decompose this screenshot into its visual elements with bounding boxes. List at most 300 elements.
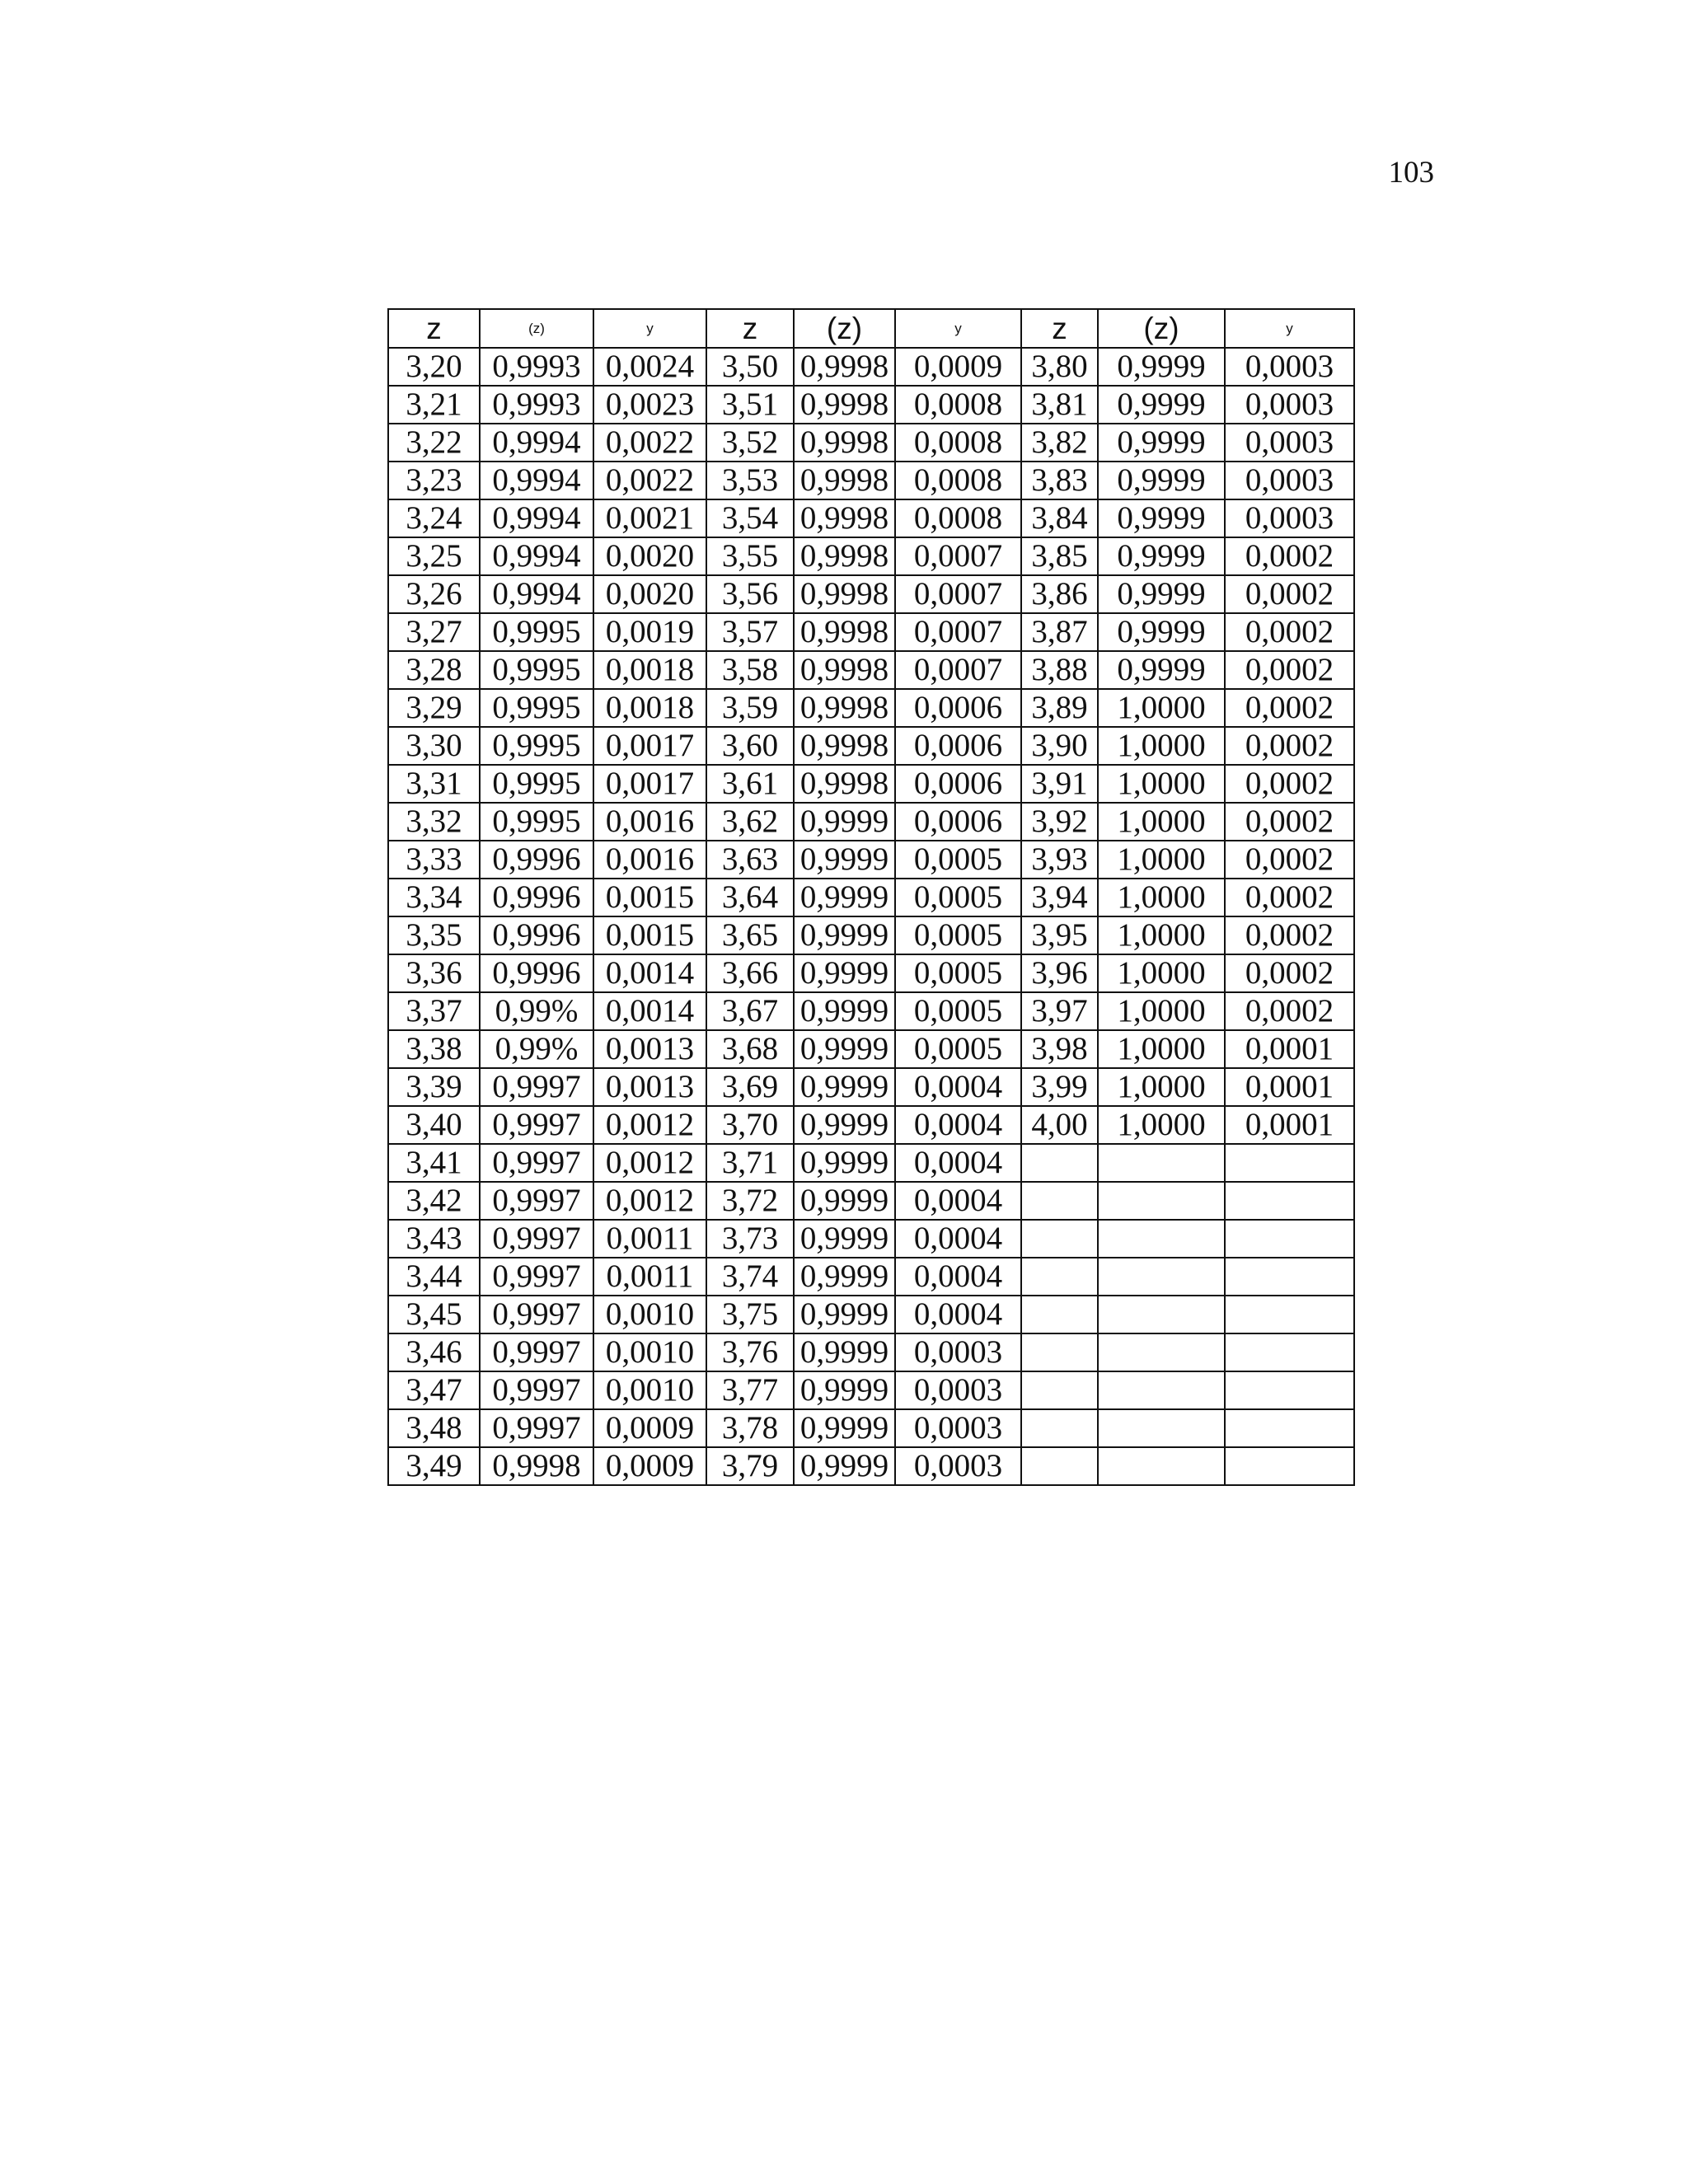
cell-phi-3: 0,9999: [1098, 386, 1225, 424]
cell-z-2: 3,60: [706, 727, 794, 765]
cell-phi-1: 0,99%: [480, 992, 593, 1030]
table-row: [388, 1144, 1354, 1182]
table-row: [388, 1220, 1354, 1258]
cell-y-1: 0,0017: [593, 727, 706, 765]
cell-phi-1: 0,9997: [480, 1296, 593, 1333]
cell-y-3: 0,0003: [1225, 386, 1354, 424]
cell-z-2: 3,54: [706, 499, 794, 537]
cell-y-1: 0,0018: [593, 689, 706, 727]
cell-y-1: 0,0014: [593, 954, 706, 992]
cell-z-1: 3,27: [388, 613, 480, 651]
cell-z-3: [1021, 1220, 1098, 1258]
table-row: [388, 689, 1354, 727]
cell-z-3: 3,87: [1021, 613, 1098, 651]
cell-y-3: 0,0002: [1225, 537, 1354, 575]
cell-z-2: 3,51: [706, 386, 794, 424]
cell-phi-3: [1098, 1258, 1225, 1296]
cell-z-1: 3,34: [388, 879, 480, 916]
cell-y-3: 0,0001: [1225, 1068, 1354, 1106]
cell-y-3: 0,0001: [1225, 1106, 1354, 1144]
cell-y-3: [1225, 1182, 1354, 1220]
cell-phi-3: 1,0000: [1098, 992, 1225, 1030]
cell-z-1: 3,46: [388, 1333, 480, 1371]
cell-phi-1: 0,9997: [480, 1258, 593, 1296]
cell-z-2: 3,69: [706, 1068, 794, 1106]
table-row: [388, 1409, 1354, 1447]
cell-z-3: 3,88: [1021, 651, 1098, 689]
cell-phi-2: 0,9999: [794, 916, 895, 954]
cell-phi-3: 1,0000: [1098, 954, 1225, 992]
cell-phi-3: 0,9999: [1098, 537, 1225, 575]
cell-y-1: 0,0022: [593, 424, 706, 462]
cell-phi-2: 0,9999: [794, 1409, 895, 1447]
table-row: [388, 651, 1354, 689]
cell-z-1: 3,21: [388, 386, 480, 424]
cell-y-3: [1225, 1371, 1354, 1409]
cell-y-2: 0,0003: [895, 1371, 1021, 1409]
cell-y-2: 0,0006: [895, 689, 1021, 727]
cell-y-2: 0,0003: [895, 1333, 1021, 1371]
cell-y-3: 0,0001: [1225, 1030, 1354, 1068]
cell-phi-2: 0,9998: [794, 613, 895, 651]
cell-z-2: 3,56: [706, 575, 794, 613]
cell-phi-2: 0,9998: [794, 575, 895, 613]
cell-phi-1: 0,9996: [480, 954, 593, 992]
cell-z-3: 3,85: [1021, 537, 1098, 575]
table-row: [388, 499, 1354, 537]
cell-phi-3: 1,0000: [1098, 879, 1225, 916]
header-row: [388, 309, 1354, 348]
header-z-2: z: [706, 309, 794, 348]
cell-y-1: 0,0016: [593, 841, 706, 879]
cell-z-3: 3,99: [1021, 1068, 1098, 1106]
cell-z-2: 3,61: [706, 765, 794, 803]
cell-y-1: 0,0017: [593, 765, 706, 803]
cell-y-1: 0,0024: [593, 348, 706, 386]
cell-y-1: 0,0018: [593, 651, 706, 689]
cell-y-2: 0,0004: [895, 1144, 1021, 1182]
cell-y-3: [1225, 1447, 1354, 1485]
table-body: [388, 309, 1354, 1485]
cell-phi-1: 0,9995: [480, 689, 593, 727]
cell-y-2: 0,0004: [895, 1182, 1021, 1220]
cell-z-3: [1021, 1182, 1098, 1220]
cell-y-2: 0,0004: [895, 1296, 1021, 1333]
table-row: [388, 348, 1354, 386]
cell-y-3: [1225, 1296, 1354, 1333]
cell-z-3: 3,80: [1021, 348, 1098, 386]
table-row: [388, 386, 1354, 424]
cell-phi-3: [1098, 1371, 1225, 1409]
cell-z-3: [1021, 1333, 1098, 1371]
page-number: 103: [1388, 156, 1434, 190]
table-row: [388, 424, 1354, 462]
cell-z-1: 3,33: [388, 841, 480, 879]
cell-phi-2: 0,9998: [794, 689, 895, 727]
cell-z-3: 3,92: [1021, 803, 1098, 841]
cell-y-2: 0,0006: [895, 727, 1021, 765]
cell-y-2: 0,0005: [895, 879, 1021, 916]
cell-z-1: 3,49: [388, 1447, 480, 1485]
cell-phi-2: 0,9998: [794, 765, 895, 803]
table-row: [388, 462, 1354, 499]
cell-z-1: 3,22: [388, 424, 480, 462]
cell-y-2: 0,0006: [895, 803, 1021, 841]
header-y-3: y: [1225, 309, 1354, 348]
cell-y-1: 0,0012: [593, 1182, 706, 1220]
cell-z-2: 3,78: [706, 1409, 794, 1447]
table-row: [388, 1296, 1354, 1333]
cell-phi-2: 0,9999: [794, 1030, 895, 1068]
cell-z-2: 3,63: [706, 841, 794, 879]
cell-z-3: 3,97: [1021, 992, 1098, 1030]
cell-z-1: 3,39: [388, 1068, 480, 1106]
cell-phi-2: 0,9999: [794, 1220, 895, 1258]
cell-phi-2: 0,9999: [794, 1106, 895, 1144]
cell-y-2: 0,0007: [895, 575, 1021, 613]
cell-y-3: 0,0002: [1225, 954, 1354, 992]
cell-y-1: 0,0011: [593, 1258, 706, 1296]
cell-z-1: 3,48: [388, 1409, 480, 1447]
cell-phi-2: 0,9998: [794, 424, 895, 462]
cell-phi-1: 0,99%: [480, 1030, 593, 1068]
cell-y-3: [1225, 1409, 1354, 1447]
cell-z-1: 3,30: [388, 727, 480, 765]
cell-z-2: 3,55: [706, 537, 794, 575]
cell-z-3: [1021, 1409, 1098, 1447]
cell-y-3: 0,0003: [1225, 424, 1354, 462]
cell-y-1: 0,0012: [593, 1106, 706, 1144]
cell-y-2: 0,0004: [895, 1220, 1021, 1258]
cell-z-2: 3,71: [706, 1144, 794, 1182]
table-row: [388, 1106, 1354, 1144]
cell-y-1: 0,0020: [593, 575, 706, 613]
cell-y-1: 0,0013: [593, 1068, 706, 1106]
cell-z-1: 3,25: [388, 537, 480, 575]
cell-phi-2: 0,9999: [794, 1258, 895, 1296]
cell-y-3: [1225, 1144, 1354, 1182]
table-row: [388, 765, 1354, 803]
cell-phi-3: 0,9999: [1098, 499, 1225, 537]
cell-phi-3: [1098, 1220, 1225, 1258]
cell-z-1: 3,42: [388, 1182, 480, 1220]
cell-y-1: 0,0009: [593, 1447, 706, 1485]
cell-phi-2: 0,9999: [794, 841, 895, 879]
cell-y-2: 0,0006: [895, 765, 1021, 803]
cell-phi-1: 0,9993: [480, 386, 593, 424]
cell-y-1: 0,0016: [593, 803, 706, 841]
cell-y-2: 0,0008: [895, 462, 1021, 499]
cell-y-2: 0,0003: [895, 1409, 1021, 1447]
table-row: [388, 537, 1354, 575]
cell-y-2: 0,0004: [895, 1106, 1021, 1144]
cell-z-1: 3,44: [388, 1258, 480, 1296]
cell-z-3: 3,83: [1021, 462, 1098, 499]
cell-y-3: 0,0002: [1225, 651, 1354, 689]
cell-y-1: 0,0023: [593, 386, 706, 424]
cell-z-1: 3,41: [388, 1144, 480, 1182]
cell-phi-1: 0,9994: [480, 424, 593, 462]
cell-phi-3: [1098, 1409, 1225, 1447]
cell-phi-2: 0,9999: [794, 1371, 895, 1409]
cell-phi-3: [1098, 1333, 1225, 1371]
cell-z-1: 3,47: [388, 1371, 480, 1409]
cell-z-2: 3,75: [706, 1296, 794, 1333]
cell-phi-2: 0,9998: [794, 537, 895, 575]
table-row: [388, 992, 1354, 1030]
cell-y-2: 0,0008: [895, 499, 1021, 537]
header-phi-3: (z): [1098, 309, 1225, 348]
cell-phi-3: 0,9999: [1098, 348, 1225, 386]
cell-y-1: 0,0012: [593, 1144, 706, 1182]
cell-z-2: 3,58: [706, 651, 794, 689]
cell-y-2: 0,0005: [895, 992, 1021, 1030]
cell-phi-1: 0,9996: [480, 879, 593, 916]
cell-y-1: 0,0014: [593, 992, 706, 1030]
header-z-3: z: [1021, 309, 1098, 348]
cell-phi-3: 0,9999: [1098, 462, 1225, 499]
cell-phi-1: 0,9997: [480, 1182, 593, 1220]
cell-z-3: 3,95: [1021, 916, 1098, 954]
cell-phi-1: 0,9995: [480, 613, 593, 651]
table-row: [388, 1333, 1354, 1371]
cell-z-3: 3,89: [1021, 689, 1098, 727]
cell-y-3: [1225, 1333, 1354, 1371]
cell-z-1: 3,26: [388, 575, 480, 613]
cell-z-2: 3,62: [706, 803, 794, 841]
cell-y-3: 0,0002: [1225, 689, 1354, 727]
cell-phi-2: 0,9998: [794, 651, 895, 689]
cell-phi-2: 0,9999: [794, 1068, 895, 1106]
cell-y-2: 0,0005: [895, 1030, 1021, 1068]
cell-phi-2: 0,9999: [794, 879, 895, 916]
cell-z-2: 3,67: [706, 992, 794, 1030]
table-row: [388, 1182, 1354, 1220]
cell-z-1: 3,32: [388, 803, 480, 841]
cell-y-3: 0,0002: [1225, 803, 1354, 841]
cell-phi-3: 1,0000: [1098, 916, 1225, 954]
cell-phi-3: 0,9999: [1098, 575, 1225, 613]
cell-y-1: 0,0010: [593, 1296, 706, 1333]
cell-z-1: 3,24: [388, 499, 480, 537]
cell-y-1: 0,0015: [593, 879, 706, 916]
cell-phi-2: 0,9998: [794, 499, 895, 537]
cell-phi-2: 0,9999: [794, 1333, 895, 1371]
cell-z-2: 3,74: [706, 1258, 794, 1296]
cell-z-3: 3,84: [1021, 499, 1098, 537]
cell-z-1: 3,40: [388, 1106, 480, 1144]
cell-z-2: 3,73: [706, 1220, 794, 1258]
cell-z-2: 3,66: [706, 954, 794, 992]
cell-z-2: 3,53: [706, 462, 794, 499]
cell-y-1: 0,0013: [593, 1030, 706, 1068]
cell-phi-2: 0,9998: [794, 462, 895, 499]
cell-y-3: 0,0002: [1225, 613, 1354, 651]
cell-y-3: 0,0002: [1225, 916, 1354, 954]
cell-phi-1: 0,9997: [480, 1106, 593, 1144]
cell-z-1: 3,43: [388, 1220, 480, 1258]
cell-phi-3: 1,0000: [1098, 765, 1225, 803]
cell-phi-2: 0,9999: [794, 992, 895, 1030]
cell-y-1: 0,0010: [593, 1333, 706, 1371]
cell-z-1: 3,31: [388, 765, 480, 803]
cell-z-1: 3,23: [388, 462, 480, 499]
cell-y-3: 0,0003: [1225, 348, 1354, 386]
cell-z-3: 3,82: [1021, 424, 1098, 462]
cell-phi-2: 0,9998: [794, 348, 895, 386]
header-phi-1: (z): [480, 309, 593, 348]
cell-y-2: 0,0007: [895, 651, 1021, 689]
table-row: [388, 1371, 1354, 1409]
cell-z-1: 3,36: [388, 954, 480, 992]
table-row: [388, 1030, 1354, 1068]
cell-y-3: 0,0002: [1225, 727, 1354, 765]
cell-z-3: [1021, 1371, 1098, 1409]
cell-z-1: 3,37: [388, 992, 480, 1030]
cell-z-2: 3,72: [706, 1182, 794, 1220]
cell-phi-3: 0,9999: [1098, 651, 1225, 689]
cell-y-1: 0,0019: [593, 613, 706, 651]
cell-phi-3: 1,0000: [1098, 1030, 1225, 1068]
cell-phi-1: 0,9997: [480, 1068, 593, 1106]
header-y-1: y: [593, 309, 706, 348]
cell-phi-2: 0,9999: [794, 803, 895, 841]
table-row: [388, 916, 1354, 954]
cell-z-1: 3,35: [388, 916, 480, 954]
cell-phi-3: 1,0000: [1098, 803, 1225, 841]
cell-z-2: 3,57: [706, 613, 794, 651]
cell-phi-3: [1098, 1296, 1225, 1333]
cell-y-2: 0,0007: [895, 613, 1021, 651]
cell-z-2: 3,65: [706, 916, 794, 954]
cell-phi-1: 0,9997: [480, 1409, 593, 1447]
cell-y-2: 0,0009: [895, 348, 1021, 386]
cell-y-2: 0,0008: [895, 386, 1021, 424]
cell-phi-1: 0,9993: [480, 348, 593, 386]
cell-z-2: 3,76: [706, 1333, 794, 1371]
cell-y-2: 0,0005: [895, 954, 1021, 992]
table-row: [388, 841, 1354, 879]
table-row: [388, 613, 1354, 651]
cell-phi-1: 0,9997: [480, 1333, 593, 1371]
cell-phi-3: 1,0000: [1098, 1106, 1225, 1144]
table-row: [388, 1068, 1354, 1106]
cell-phi-3: [1098, 1144, 1225, 1182]
cell-z-3: [1021, 1447, 1098, 1485]
cell-z-3: 3,93: [1021, 841, 1098, 879]
cell-z-3: [1021, 1296, 1098, 1333]
cell-y-2: 0,0007: [895, 537, 1021, 575]
cell-phi-1: 0,9995: [480, 727, 593, 765]
cell-phi-2: 0,9998: [794, 727, 895, 765]
cell-z-2: 3,59: [706, 689, 794, 727]
cell-phi-3: [1098, 1447, 1225, 1485]
cell-y-3: 0,0002: [1225, 879, 1354, 916]
cell-phi-3: 0,9999: [1098, 613, 1225, 651]
cell-phi-3: 1,0000: [1098, 689, 1225, 727]
cell-phi-2: 0,9998: [794, 386, 895, 424]
cell-y-2: 0,0003: [895, 1447, 1021, 1485]
cell-z-2: 3,77: [706, 1371, 794, 1409]
cell-phi-1: 0,9995: [480, 803, 593, 841]
cell-phi-3: [1098, 1182, 1225, 1220]
cell-phi-1: 0,9994: [480, 462, 593, 499]
cell-z-1: 3,28: [388, 651, 480, 689]
cell-z-3: 3,91: [1021, 765, 1098, 803]
cell-z-2: 3,50: [706, 348, 794, 386]
cell-phi-1: 0,9997: [480, 1220, 593, 1258]
cell-phi-3: 1,0000: [1098, 841, 1225, 879]
header-y-2: y: [895, 309, 1021, 348]
table-row: [388, 954, 1354, 992]
cell-z-3: 3,81: [1021, 386, 1098, 424]
cell-z-3: 3,90: [1021, 727, 1098, 765]
cell-z-2: 3,70: [706, 1106, 794, 1144]
cell-z-2: 3,52: [706, 424, 794, 462]
cell-z-1: 3,20: [388, 348, 480, 386]
cell-phi-3: 1,0000: [1098, 727, 1225, 765]
cell-phi-1: 0,9997: [480, 1144, 593, 1182]
cell-z-1: 3,38: [388, 1030, 480, 1068]
cell-phi-3: 0,9999: [1098, 424, 1225, 462]
cell-y-3: 0,0003: [1225, 462, 1354, 499]
header-phi-2: (z): [794, 309, 895, 348]
cell-y-3: 0,0002: [1225, 765, 1354, 803]
cell-y-1: 0,0011: [593, 1220, 706, 1258]
cell-y-1: 0,0021: [593, 499, 706, 537]
normal-distribution-table: [387, 308, 1355, 1486]
cell-phi-2: 0,9999: [794, 1447, 895, 1485]
cell-y-3: 0,0002: [1225, 992, 1354, 1030]
cell-z-1: 3,45: [388, 1296, 480, 1333]
cell-phi-2: 0,9999: [794, 1144, 895, 1182]
cell-phi-2: 0,9999: [794, 1182, 895, 1220]
cell-y-2: 0,0004: [895, 1258, 1021, 1296]
cell-phi-1: 0,9995: [480, 651, 593, 689]
cell-phi-2: 0,9999: [794, 1296, 895, 1333]
cell-z-3: 3,86: [1021, 575, 1098, 613]
cell-y-1: 0,0022: [593, 462, 706, 499]
cell-phi-1: 0,9996: [480, 916, 593, 954]
cell-phi-1: 0,9997: [480, 1371, 593, 1409]
table-row: [388, 803, 1354, 841]
cell-y-2: 0,0005: [895, 841, 1021, 879]
table-row: [388, 1258, 1354, 1296]
cell-y-1: 0,0020: [593, 537, 706, 575]
cell-y-3: 0,0003: [1225, 499, 1354, 537]
table-row: [388, 879, 1354, 916]
cell-y-2: 0,0005: [895, 916, 1021, 954]
cell-z-3: 3,96: [1021, 954, 1098, 992]
cell-y-2: 0,0008: [895, 424, 1021, 462]
cell-z-3: 3,94: [1021, 879, 1098, 916]
table-row: [388, 575, 1354, 613]
cell-y-2: 0,0004: [895, 1068, 1021, 1106]
cell-z-3: 3,98: [1021, 1030, 1098, 1068]
cell-y-3: [1225, 1220, 1354, 1258]
cell-z-2: 3,64: [706, 879, 794, 916]
cell-phi-1: 0,9998: [480, 1447, 593, 1485]
cell-z-1: 3,29: [388, 689, 480, 727]
cell-y-3: 0,0002: [1225, 575, 1354, 613]
cell-y-3: [1225, 1258, 1354, 1296]
cell-phi-1: 0,9994: [480, 537, 593, 575]
cell-y-1: 0,0015: [593, 916, 706, 954]
cell-phi-3: 1,0000: [1098, 1068, 1225, 1106]
cell-phi-1: 0,9995: [480, 765, 593, 803]
cell-phi-1: 0,9994: [480, 575, 593, 613]
header-z-1: z: [388, 309, 480, 348]
